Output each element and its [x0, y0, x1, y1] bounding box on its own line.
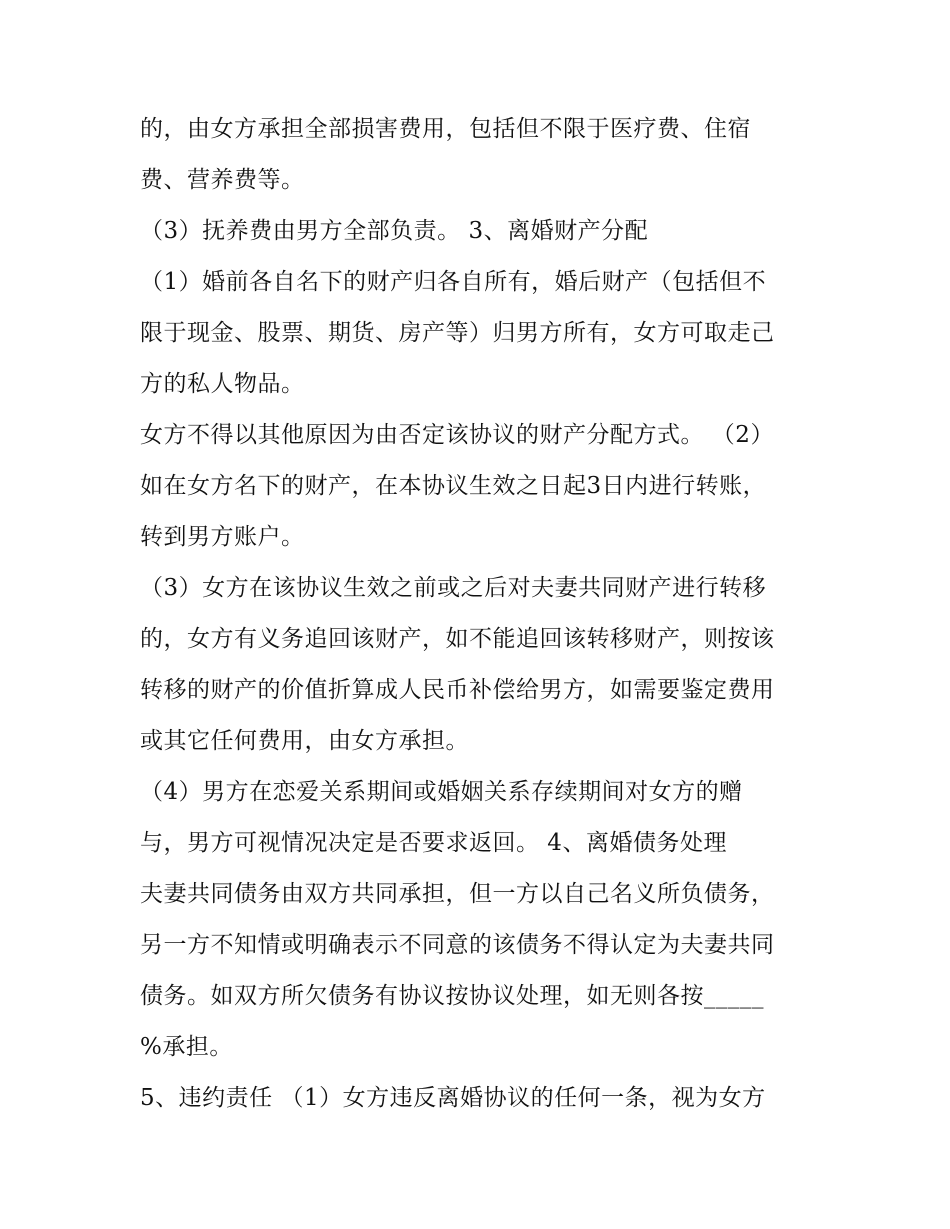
- text-line: 另一方不知情或明确表示不同意的该债务不得认定为夫妻共同: [140, 932, 775, 958]
- text-line: 转移的财产的价值折算成人民币补偿给男方，如需要鉴定费用: [140, 677, 775, 703]
- text-line: 与，男方可视情况决定是否要求返回。 4、离婚债务处理: [140, 830, 727, 856]
- text-line: 如在女方名下的财产，在本协议生效之日起3日内进行转账，: [140, 473, 767, 499]
- text-line: （4）男方在恋爱关系期间或婚姻关系存续期间对女方的赠: [140, 779, 743, 805]
- text-line: 的，女方有义务追回该财产，如不能追回该转移财产，则按该: [140, 626, 775, 652]
- text-line: （1）婚前各自名下的财产归各自所有，婚后财产（包括但不: [140, 269, 767, 295]
- text-line: 限于现金、股票、期货、房产等）归男方所有，女方可取走己: [140, 320, 775, 346]
- text-line: 转到男方账户。: [140, 524, 305, 550]
- text-line: 方的私人物品。: [140, 371, 305, 397]
- text-line: 5、违约责任 （1）女方违反离婚协议的任何一条，视为女方: [140, 1085, 766, 1111]
- text-line: 费、营养费等。: [140, 167, 305, 193]
- text-line: 债务。如双方所欠债务有协议按协议处理，如无则各按_____: [140, 983, 764, 1009]
- text-line: %承担。: [140, 1034, 233, 1060]
- text-line: 或其它任何费用，由女方承担。: [140, 728, 469, 754]
- text-line: （3）抚养费由男方全部负责。 3、离婚财产分配: [140, 218, 649, 244]
- text-line: （3）女方在该协议生效之前或之后对夫妻共同财产进行转移: [140, 575, 767, 601]
- text-line: 的，由女方承担全部损害费用，包括但不限于医疗费、住宿: [140, 116, 751, 142]
- text-line: 夫妻共同债务由双方共同承担，但一方以自己名义所负债务，: [140, 881, 775, 907]
- text-line: 女方不得以其他原因为由否定该协议的财产分配方式。 （2）: [140, 422, 774, 448]
